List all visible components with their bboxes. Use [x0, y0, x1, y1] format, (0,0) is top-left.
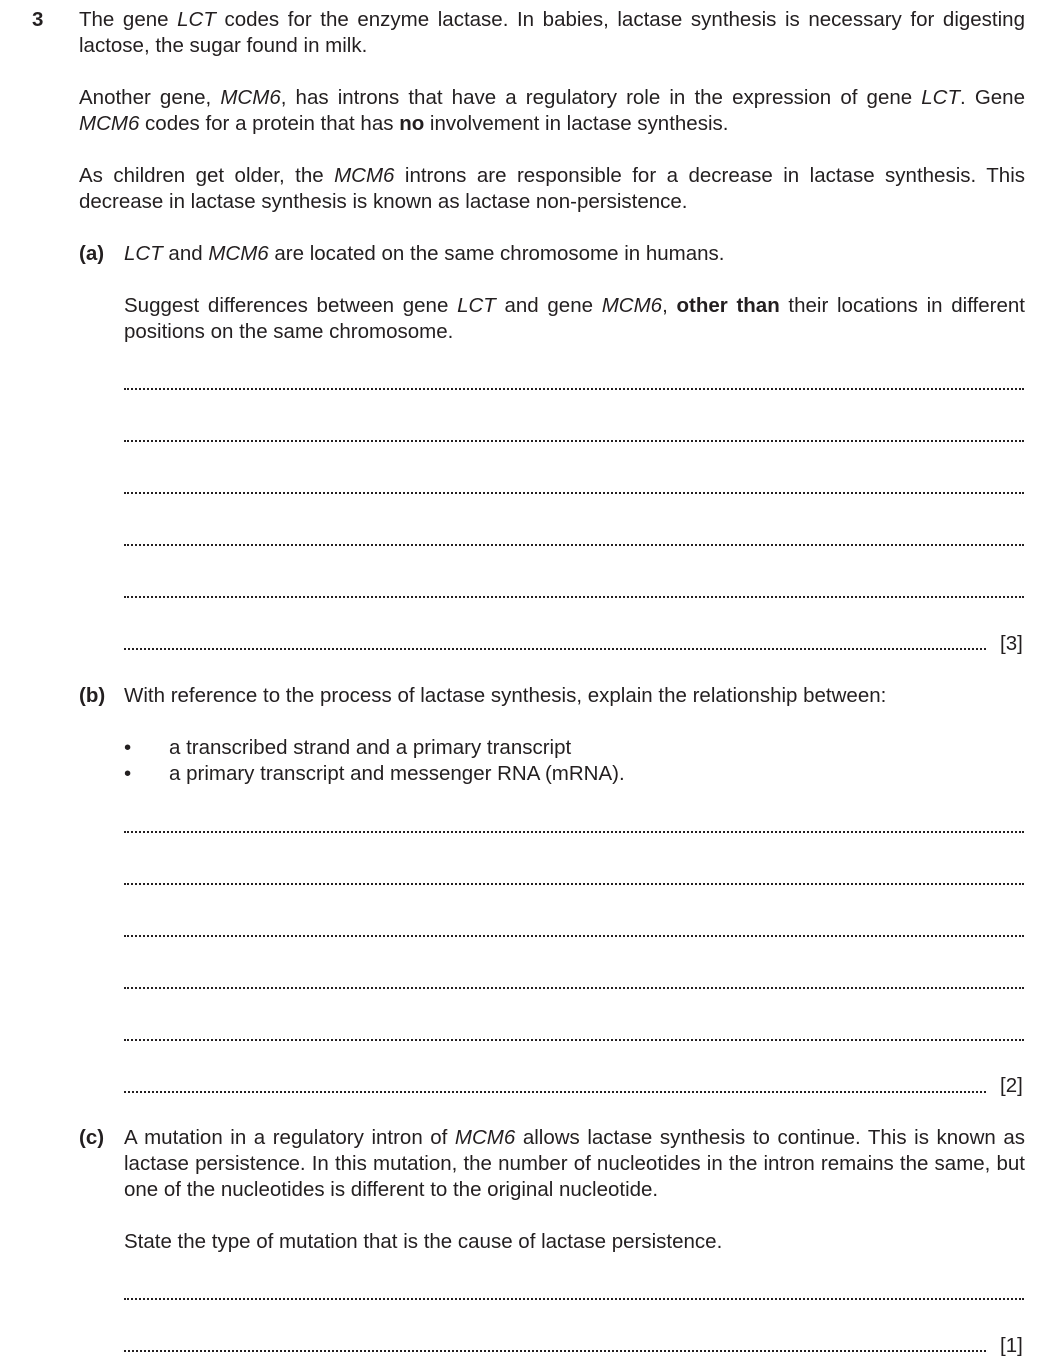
text-run: ,: [662, 294, 677, 317]
answer-line[interactable]: [124, 935, 1024, 937]
text-run: introns are responsible for a decrease in lactase synthesis. This decrease in lactase synthesis is known as lactase non-persistence.: [79, 164, 1025, 213]
gene-name: LCT: [457, 294, 496, 317]
text-run: The gene: [79, 8, 178, 31]
part-a-prompt: [124, 293, 1025, 345]
intro-paragraph-3: [79, 163, 1025, 215]
gene-name: MCM6: [220, 86, 281, 109]
part-a-label: (a): [79, 242, 105, 265]
gene-name: LCT: [177, 8, 216, 31]
gene-name: LCT: [921, 86, 961, 109]
text-run: . Gene: [960, 86, 1025, 109]
bullet-item: a transcribed strand and a primary transcript: [169, 736, 572, 759]
marks-indicator: [2]: [1000, 1074, 1023, 1097]
text-run: their locations in different positions on the same chromosome.: [124, 294, 1025, 343]
answer-line[interactable]: [124, 1298, 1024, 1300]
gene-name: MCM6: [601, 294, 663, 317]
bullet-point: •: [124, 762, 132, 785]
emphasis: no: [399, 112, 425, 135]
text-run: , has introns that have a regulatory role in the expression of gene: [280, 86, 922, 109]
gene-name: MCM6: [334, 164, 395, 187]
part-c-text: [124, 1125, 1025, 1203]
answer-line[interactable]: [124, 831, 1024, 833]
text-run: A mutation in a regulatory intron of: [124, 1126, 455, 1149]
text-run: and gene: [495, 294, 602, 317]
intro-paragraph-2: [79, 85, 1025, 137]
bullet-point: •: [124, 736, 132, 759]
answer-line[interactable]: [124, 987, 1024, 989]
answer-line[interactable]: [124, 596, 1024, 598]
text-run: and: [162, 242, 209, 265]
text-run: As children get older, the: [79, 164, 335, 187]
emphasis: other than: [676, 294, 780, 317]
text-run: codes for the enzyme lactase. In babies, lactase synthesis is necessary for digesting lactose, the sugar found in milk.: [79, 8, 1025, 57]
gene-name: LCT: [124, 242, 163, 265]
gene-name: MCM6: [454, 1126, 516, 1149]
part-c-label: (c): [79, 1126, 105, 1149]
answer-line[interactable]: [124, 1350, 986, 1352]
text-run: codes for a protein that has: [139, 112, 400, 135]
answer-line[interactable]: [124, 544, 1024, 546]
text-run: Another gene,: [79, 86, 221, 109]
text-run: allows lactase synthesis to continue. This is known as lactase persistence. In this mutation, the number of nucleotides in the intron remains the same, but one of the nucleotides is different to the original nucleotide.: [124, 1126, 1025, 1201]
part-a-statement: [124, 241, 1025, 267]
answer-line[interactable]: [124, 388, 1024, 390]
text-run: are located on the same chromosome in humans.: [268, 242, 725, 265]
bullet-item: a primary transcript and messenger RNA (mRNA).: [169, 762, 625, 785]
marks-indicator: [3]: [1000, 632, 1023, 655]
gene-name: MCM6: [208, 242, 269, 265]
answer-line[interactable]: [124, 440, 1024, 442]
part-c-prompt: State the type of mutation that is the cause of lactase persistence.: [124, 1230, 723, 1253]
text-run: involvement in lactase synthesis.: [424, 112, 729, 135]
answer-line[interactable]: [124, 1039, 1024, 1041]
part-b-label: (b): [79, 684, 106, 707]
gene-name: MCM6: [79, 112, 140, 135]
text-run: Suggest differences between gene: [124, 294, 458, 317]
part-b-prompt: With reference to the process of lactase synthesis, explain the relationship between:: [124, 684, 887, 707]
answer-line[interactable]: [124, 492, 1024, 494]
answer-line[interactable]: [124, 648, 986, 650]
intro-paragraph-1: [79, 7, 1025, 59]
answer-line[interactable]: [124, 1091, 986, 1093]
question-number: 3: [32, 8, 44, 31]
answer-line[interactable]: [124, 883, 1024, 885]
marks-indicator: [1]: [1000, 1334, 1023, 1357]
